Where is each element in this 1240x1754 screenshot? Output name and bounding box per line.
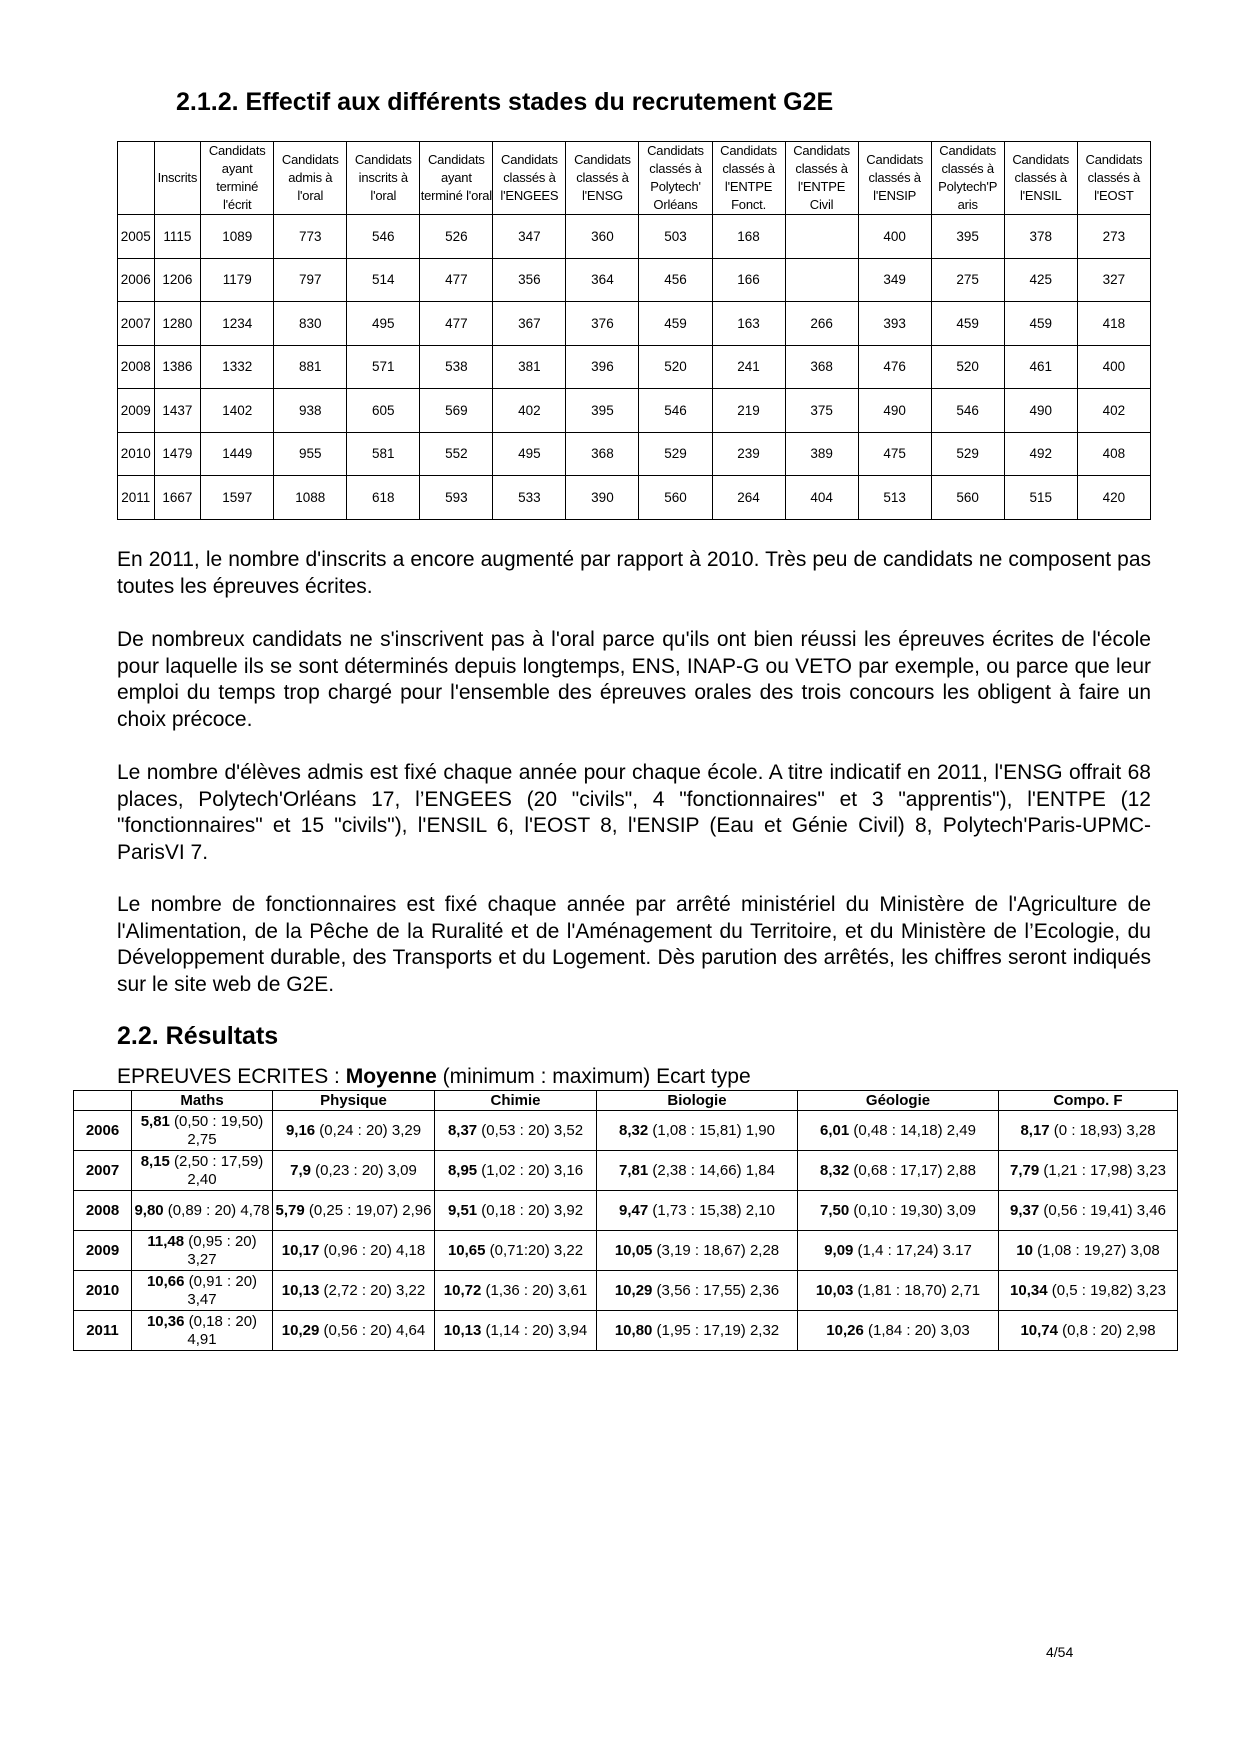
results-year-cell: 2010 (74, 1271, 132, 1311)
results-mean: 10,03 (815, 1281, 854, 1299)
results-value-cell (132, 1311, 273, 1351)
results-mean: 8,15 (140, 1152, 170, 1170)
results-year-cell: 2008 (74, 1191, 132, 1231)
results-range-stddev: (0,56 : 20) 4,64 (319, 1321, 426, 1339)
recruitment-value-cell: 459 (931, 302, 1004, 346)
results-mean: 10,66 (146, 1272, 185, 1290)
recruitment-header-corner (118, 142, 155, 215)
results-mean: 5,81 (140, 1112, 170, 1130)
recruitment-value-cell: 459 (639, 302, 712, 346)
results-value-cell (999, 1231, 1178, 1271)
results-mean: 9,09 (824, 1241, 854, 1259)
recruitment-row (118, 389, 1151, 433)
results-year-cell: 2006 (74, 1111, 132, 1151)
recruitment-value-cell: 560 (931, 476, 1004, 520)
recruitment-column-header: Candidats admis à l'oral (274, 142, 347, 215)
recruitment-year-cell: 2008 (118, 345, 155, 389)
results-value-cell (798, 1191, 999, 1231)
recruitment-value-cell: 375 (785, 389, 858, 433)
recruitment-value-cell: 241 (712, 345, 785, 389)
recruitment-value-cell: 618 (347, 476, 420, 520)
paragraph-oral: De nombreux candidats ne s'inscrivent pas à l'oral parce qu'ils ont bien réussi les épreuves écrites de l'école pour laquelle ils se sont déterminés depuis longtemps, ENS, INAP-G ou VETO par exemple, ou parce que leur emploi du temps trop chargé pour l'ensemble des épreuves orales des trois concours les obligent à faire un choix précoce. (117, 628, 1151, 731)
recruitment-value-cell: 395 (566, 389, 639, 433)
recruitment-column-header: Candidats classés à l'ENSIL (1004, 142, 1077, 215)
results-mean: 8,95 (447, 1161, 478, 1179)
results-mean: 10,26 (826, 1321, 864, 1339)
recruitment-row (118, 302, 1151, 346)
results-value-cell (132, 1231, 273, 1271)
results-value-cell (798, 1111, 999, 1151)
results-mean: 10,80 (614, 1321, 653, 1339)
results-range-stddev: (0,8 : 20) 2,98 (1057, 1321, 1156, 1339)
recruitment-value-cell: 347 (493, 215, 566, 259)
results-mean: 10,29 (281, 1321, 320, 1339)
recruitment-row (118, 345, 1151, 389)
recruitment-value-cell: 381 (493, 345, 566, 389)
results-mean: 6,01 (820, 1121, 850, 1139)
recruitment-column-header: Candidats ayant terminé l'oral (420, 142, 493, 215)
recruitment-value-cell: 938 (274, 389, 347, 433)
results-range-stddev: (0,71:20) 3,22 (485, 1241, 584, 1259)
recruitment-value-cell: 400 (858, 215, 931, 259)
results-range-stddev: (0,24 : 20) 3,29 (315, 1121, 422, 1139)
results-range-stddev: (2,50 : 17,59) 2,40 (169, 1152, 264, 1188)
recruitment-value-cell: 571 (347, 345, 420, 389)
recruitment-value-cell: 266 (785, 302, 858, 346)
recruitment-value-cell: 349 (858, 258, 931, 302)
results-mean: 7,79 (1010, 1161, 1040, 1179)
recruitment-value-cell: 239 (712, 432, 785, 476)
recruitment-value-cell: 1089 (201, 215, 274, 259)
results-year-cell: 2011 (74, 1311, 132, 1351)
recruitment-value-cell: 404 (785, 476, 858, 520)
results-row (74, 1231, 1178, 1271)
results-mean: 7,81 (619, 1161, 649, 1179)
results-range-stddev: (1,02 : 20) 3,16 (477, 1161, 584, 1179)
recruitment-value-cell: 402 (493, 389, 566, 433)
results-mean: 10,05 (614, 1241, 653, 1259)
results-mean: 10,65 (447, 1241, 486, 1259)
recruitment-value-cell: 477 (420, 302, 493, 346)
recruitment-value-cell: 393 (858, 302, 931, 346)
recruitment-year-cell: 2011 (118, 476, 155, 520)
results-value-cell (132, 1271, 273, 1311)
paragraph-fonctionnaires: Le nombre de fonctionnaires est fixé chaque année par arrêté ministériel du Ministère de l'Agriculture de l'Alimentation, de la Pêche de la Ruralité et de l'Aménagement du Territoire, et du Ministère de l’Ecologie, du Développement durable, des Transports et du Logement. Dès parution des arrêtés, les chiffres seront indiqués sur le site web de G2E. (117, 893, 1151, 996)
results-range-stddev: (1,81 : 18,70) 2,71 (853, 1281, 981, 1299)
recruitment-value-cell: 168 (712, 215, 785, 259)
results-range-stddev: (1,08 : 19,27) 3,08 (1032, 1241, 1160, 1259)
results-range-stddev: (0,53 : 20) 3,52 (477, 1121, 584, 1139)
results-row (74, 1311, 1178, 1351)
results-range-stddev: (1,21 : 17,98) 3,23 (1039, 1161, 1166, 1179)
results-year-cell: 2007 (74, 1151, 132, 1191)
recruitment-value-cell: 1597 (201, 476, 274, 520)
results-value-cell (435, 1271, 597, 1311)
results-mean: 10,29 (614, 1281, 653, 1299)
results-mean: 10 (1016, 1241, 1033, 1259)
recruitment-column-header: Candidats classés à Polytech' Orléans (639, 142, 712, 215)
results-mean: 9,51 (447, 1201, 478, 1219)
recruitment-value-cell: 1449 (201, 432, 274, 476)
results-row (74, 1111, 1178, 1151)
results-mean: 7,9 (290, 1161, 311, 1179)
recruitment-value-cell: 881 (274, 345, 347, 389)
recruitment-value-cell: 520 (639, 345, 712, 389)
results-range-stddev: (0 : 18,93) 3,28 (1049, 1121, 1156, 1139)
results-range-stddev: (0,68 : 17,17) 2,88 (849, 1161, 976, 1179)
results-mean: 8,32 (619, 1121, 649, 1139)
recruitment-table (117, 141, 1151, 520)
recruitment-value-cell: 1402 (201, 389, 274, 433)
results-value-cell (999, 1271, 1178, 1311)
results-range-stddev: (0,5 : 19,82) 3,23 (1047, 1281, 1166, 1299)
results-range-stddev: (0,95 : 20) 3,27 (184, 1232, 257, 1268)
recruitment-value-cell: 546 (347, 215, 420, 259)
recruitment-value-cell: 376 (566, 302, 639, 346)
recruitment-value-cell: 420 (1077, 476, 1150, 520)
recruitment-row (118, 258, 1151, 302)
recruitment-column-header: Candidats inscrits à l'oral (347, 142, 420, 215)
results-range-stddev: (1,08 : 15,81) 1,90 (648, 1121, 775, 1139)
recruitment-row (118, 215, 1151, 259)
recruitment-value-cell: 955 (274, 432, 347, 476)
recruitment-value-cell: 1115 (154, 215, 201, 259)
results-range-stddev: (1,36 : 20) 3,61 (481, 1281, 588, 1299)
results-mean: 10,34 (1010, 1281, 1048, 1299)
recruitment-value-cell: 476 (858, 345, 931, 389)
paragraph-inscrits: En 2011, le nombre d'inscrits a encore augmenté par rapport à 2010. Très peu de candidats ne composent pas toutes les épreuves écrites. (117, 548, 1151, 598)
results-range-stddev: (0,91 : 20) 3,47 (184, 1272, 258, 1308)
results-value-cell (273, 1231, 435, 1271)
recruitment-value-cell: 538 (420, 345, 493, 389)
recruitment-value-cell: 1667 (154, 476, 201, 520)
results-range-stddev: (0,25 : 19,07) 2,96 (304, 1201, 432, 1219)
recruitment-column-header: Candidats classés à l'ENTPE Civil (785, 142, 858, 215)
results-value-cell (435, 1151, 597, 1191)
results-range-stddev: (0,56 : 19,41) 3,46 (1039, 1201, 1166, 1219)
results-mean: 10,13 (443, 1321, 482, 1339)
recruitment-value-cell: 593 (420, 476, 493, 520)
results-column-header: Compo. F (999, 1091, 1178, 1111)
recruitment-value-cell: 1479 (154, 432, 201, 476)
recruitment-value-cell: 569 (420, 389, 493, 433)
results-value-cell (273, 1271, 435, 1311)
recruitment-value-cell (785, 215, 858, 259)
results-value-cell (597, 1231, 798, 1271)
results-mean: 5,79 (275, 1201, 305, 1219)
results-range-stddev: (0,50 : 19,50) 2,75 (169, 1112, 264, 1148)
results-value-cell (273, 1111, 435, 1151)
section-title-results: 2.2. Résultats (117, 1022, 279, 1050)
results-value-cell (798, 1151, 999, 1191)
results-column-header: Physique (273, 1091, 435, 1111)
recruitment-header-row (118, 142, 1151, 215)
recruitment-year-cell: 2007 (118, 302, 155, 346)
page-number: 4/54 (1046, 1644, 1074, 1660)
recruitment-year-cell: 2005 (118, 215, 155, 259)
results-value-cell (132, 1151, 273, 1191)
recruitment-value-cell: 368 (785, 345, 858, 389)
recruitment-value-cell: 456 (639, 258, 712, 302)
recruitment-value-cell: 546 (931, 389, 1004, 433)
recruitment-value-cell: 400 (1077, 345, 1150, 389)
results-range-stddev: (2,72 : 20) 3,22 (319, 1281, 426, 1299)
results-value-cell (999, 1111, 1178, 1151)
results-value-cell (999, 1151, 1178, 1191)
recruitment-value-cell: 378 (1004, 215, 1077, 259)
recruitment-value-cell: 490 (1004, 389, 1077, 433)
recruitment-value-cell: 408 (1077, 432, 1150, 476)
results-range-stddev: (2,38 : 14,66) 1,84 (648, 1161, 775, 1179)
recruitment-value-cell: 503 (639, 215, 712, 259)
results-range-stddev: (1,4 : 17,24) 3.17 (853, 1241, 972, 1259)
results-header-row (74, 1091, 1178, 1111)
recruitment-value-cell: 364 (566, 258, 639, 302)
recruitment-value-cell: 513 (858, 476, 931, 520)
recruitment-column-header: Candidats classés à l'ENTPE Fonct. (712, 142, 785, 215)
results-value-cell (597, 1191, 798, 1231)
recruitment-row (118, 432, 1151, 476)
recruitment-value-cell: 520 (931, 345, 1004, 389)
results-mean: 10,74 (1020, 1321, 1058, 1339)
recruitment-column-header: Candidats classés à l'EOST (1077, 142, 1150, 215)
recruitment-value-cell: 367 (493, 302, 566, 346)
results-value-cell (435, 1231, 597, 1271)
recruitment-value-cell: 830 (274, 302, 347, 346)
recruitment-value-cell: 1206 (154, 258, 201, 302)
recruitment-value-cell: 773 (274, 215, 347, 259)
recruitment-column-header: Candidats classés à l'ENSG (566, 142, 639, 215)
recruitment-value-cell: 402 (1077, 389, 1150, 433)
caption-prefix: EPREUVES ECRITES : (117, 1065, 346, 1088)
results-range-stddev: (1,73 : 15,38) 2,10 (648, 1201, 775, 1219)
results-value-cell (798, 1231, 999, 1271)
recruitment-value-cell: 1179 (201, 258, 274, 302)
results-column-header: Géologie (798, 1091, 999, 1111)
recruitment-value-cell: 1088 (274, 476, 347, 520)
recruitment-value-cell: 1386 (154, 345, 201, 389)
recruitment-value-cell: 490 (858, 389, 931, 433)
recruitment-value-cell: 219 (712, 389, 785, 433)
results-mean: 9,37 (1010, 1201, 1040, 1219)
results-value-cell (597, 1311, 798, 1351)
caption-bold: Moyenne (345, 1065, 437, 1088)
results-mean: 8,17 (1020, 1121, 1050, 1139)
recruitment-value-cell: 368 (566, 432, 639, 476)
recruitment-value-cell: 1234 (201, 302, 274, 346)
recruitment-value-cell: 389 (785, 432, 858, 476)
recruitment-value-cell: 166 (712, 258, 785, 302)
recruitment-value-cell: 560 (639, 476, 712, 520)
results-value-cell (597, 1151, 798, 1191)
recruitment-value-cell: 327 (1077, 258, 1150, 302)
recruitment-year-cell: 2006 (118, 258, 155, 302)
recruitment-value-cell: 459 (1004, 302, 1077, 346)
recruitment-value-cell: 395 (931, 215, 1004, 259)
recruitment-column-header: Candidats ayant terminé l'écrit (201, 142, 274, 215)
results-row (74, 1191, 1178, 1231)
results-range-stddev: (1,14 : 20) 3,94 (481, 1321, 588, 1339)
results-year-cell: 2009 (74, 1231, 132, 1271)
recruitment-value-cell: 360 (566, 215, 639, 259)
recruitment-value-cell: 495 (493, 432, 566, 476)
caption-suffix: (minimum : maximum) Ecart type (436, 1065, 751, 1088)
results-column-header: Maths (132, 1091, 273, 1111)
results-column-header: Chimie (435, 1091, 597, 1111)
results-range-stddev: (0,89 : 20) 4,78 (163, 1201, 270, 1219)
recruitment-table-body (118, 215, 1151, 520)
results-mean: 7,50 (820, 1201, 850, 1219)
section-title-recruitment: 2.1.2. Effectif aux différents stades du recrutement G2E (176, 88, 834, 116)
results-mean: 9,47 (619, 1201, 649, 1219)
recruitment-value-cell: 1437 (154, 389, 201, 433)
recruitment-value-cell: 264 (712, 476, 785, 520)
recruitment-value-cell: 546 (639, 389, 712, 433)
results-column-header: Biologie (597, 1091, 798, 1111)
results-mean: 8,37 (447, 1121, 478, 1139)
results-value-cell (597, 1111, 798, 1151)
results-range-stddev: (0,10 : 19,30) 3,09 (849, 1201, 976, 1219)
results-mean: 10,13 (281, 1281, 320, 1299)
recruitment-value-cell: 529 (931, 432, 1004, 476)
recruitment-value-cell: 526 (420, 215, 493, 259)
results-value-cell (435, 1311, 597, 1351)
recruitment-value-cell: 273 (1077, 215, 1150, 259)
results-mean: 9,16 (285, 1121, 316, 1139)
results-value-cell (798, 1271, 999, 1311)
recruitment-value-cell: 1332 (201, 345, 274, 389)
results-mean: 10,36 (146, 1312, 185, 1330)
results-range-stddev: (1,95 : 17,19) 2,32 (652, 1321, 780, 1339)
results-range-stddev: (3,19 : 18,67) 2,28 (652, 1241, 780, 1259)
epreuves-caption (117, 1064, 751, 1090)
results-value-cell (435, 1191, 597, 1231)
recruitment-year-cell: 2009 (118, 389, 155, 433)
results-range-stddev: (0,18 : 20) 3,92 (477, 1201, 584, 1219)
recruitment-value-cell: 390 (566, 476, 639, 520)
results-mean: 11,48 (147, 1232, 185, 1250)
results-mean: 10,72 (443, 1281, 482, 1299)
recruitment-column-header: Candidats classés à Polytech'P aris (931, 142, 1004, 215)
recruitment-year-cell: 2010 (118, 432, 155, 476)
results-row (74, 1271, 1178, 1311)
results-value-cell (273, 1151, 435, 1191)
recruitment-column-header: Candidats classés à l'ENGEES (493, 142, 566, 215)
recruitment-value-cell: 514 (347, 258, 420, 302)
recruitment-value-cell: 605 (347, 389, 420, 433)
recruitment-value-cell: 529 (639, 432, 712, 476)
results-range-stddev: (0,18 : 20) 4,91 (184, 1312, 258, 1348)
results-value-cell (999, 1311, 1178, 1351)
recruitment-value-cell: 425 (1004, 258, 1077, 302)
results-mean: 8,32 (820, 1161, 850, 1179)
results-range-stddev: (0,23 : 20) 3,09 (310, 1161, 417, 1179)
results-range-stddev: (0,96 : 20) 4,18 (319, 1241, 426, 1259)
results-row (74, 1151, 1178, 1191)
recruitment-column-header: Inscrits (154, 142, 201, 215)
results-range-stddev: (1,84 : 20) 3,03 (863, 1321, 970, 1339)
recruitment-value-cell: 356 (493, 258, 566, 302)
recruitment-value-cell: 475 (858, 432, 931, 476)
results-value-cell (273, 1311, 435, 1351)
recruitment-value-cell: 581 (347, 432, 420, 476)
results-range-stddev: (3,56 : 17,55) 2,36 (652, 1281, 780, 1299)
results-range-stddev: (0,48 : 14,18) 2,49 (849, 1121, 976, 1139)
recruitment-value-cell (785, 258, 858, 302)
recruitment-value-cell: 552 (420, 432, 493, 476)
results-value-cell (435, 1111, 597, 1151)
recruitment-value-cell: 477 (420, 258, 493, 302)
recruitment-row (118, 476, 1151, 520)
results-mean: 9,80 (134, 1201, 164, 1219)
recruitment-value-cell: 163 (712, 302, 785, 346)
results-value-cell (132, 1111, 273, 1151)
recruitment-value-cell: 396 (566, 345, 639, 389)
recruitment-value-cell: 418 (1077, 302, 1150, 346)
results-table-body (74, 1111, 1178, 1351)
results-value-cell (132, 1191, 273, 1231)
results-value-cell (273, 1191, 435, 1231)
results-value-cell (999, 1191, 1178, 1231)
recruitment-value-cell: 461 (1004, 345, 1077, 389)
results-value-cell (798, 1311, 999, 1351)
results-header-corner (74, 1091, 132, 1111)
recruitment-value-cell: 495 (347, 302, 420, 346)
recruitment-value-cell: 492 (1004, 432, 1077, 476)
recruitment-value-cell: 275 (931, 258, 1004, 302)
recruitment-value-cell: 515 (1004, 476, 1077, 520)
results-value-cell (597, 1271, 798, 1311)
paragraph-places: Le nombre d'élèves admis est fixé chaque année pour chaque école. A titre indicatif en 2011, l'ENSG offrait 68 places, Polytech'Orléans 17, l’ENGEES (20 "civils", 4 "fonctionnaires" et 3 "apprentis"), l'ENTPE (12 "fonctionnaires" et 15 "civils"), l'ENSIL 6, l'EOST 8, l'ENSIP (Eau et Génie Civil) 8, Polytech'Paris-UPMC-ParisVI 7. (117, 761, 1151, 864)
recruitment-column-header: Candidats classés à l'ENSIP (858, 142, 931, 215)
recruitment-value-cell: 533 (493, 476, 566, 520)
recruitment-value-cell: 1280 (154, 302, 201, 346)
results-mean: 10,17 (281, 1241, 320, 1259)
recruitment-value-cell: 797 (274, 258, 347, 302)
results-table (73, 1090, 1178, 1351)
